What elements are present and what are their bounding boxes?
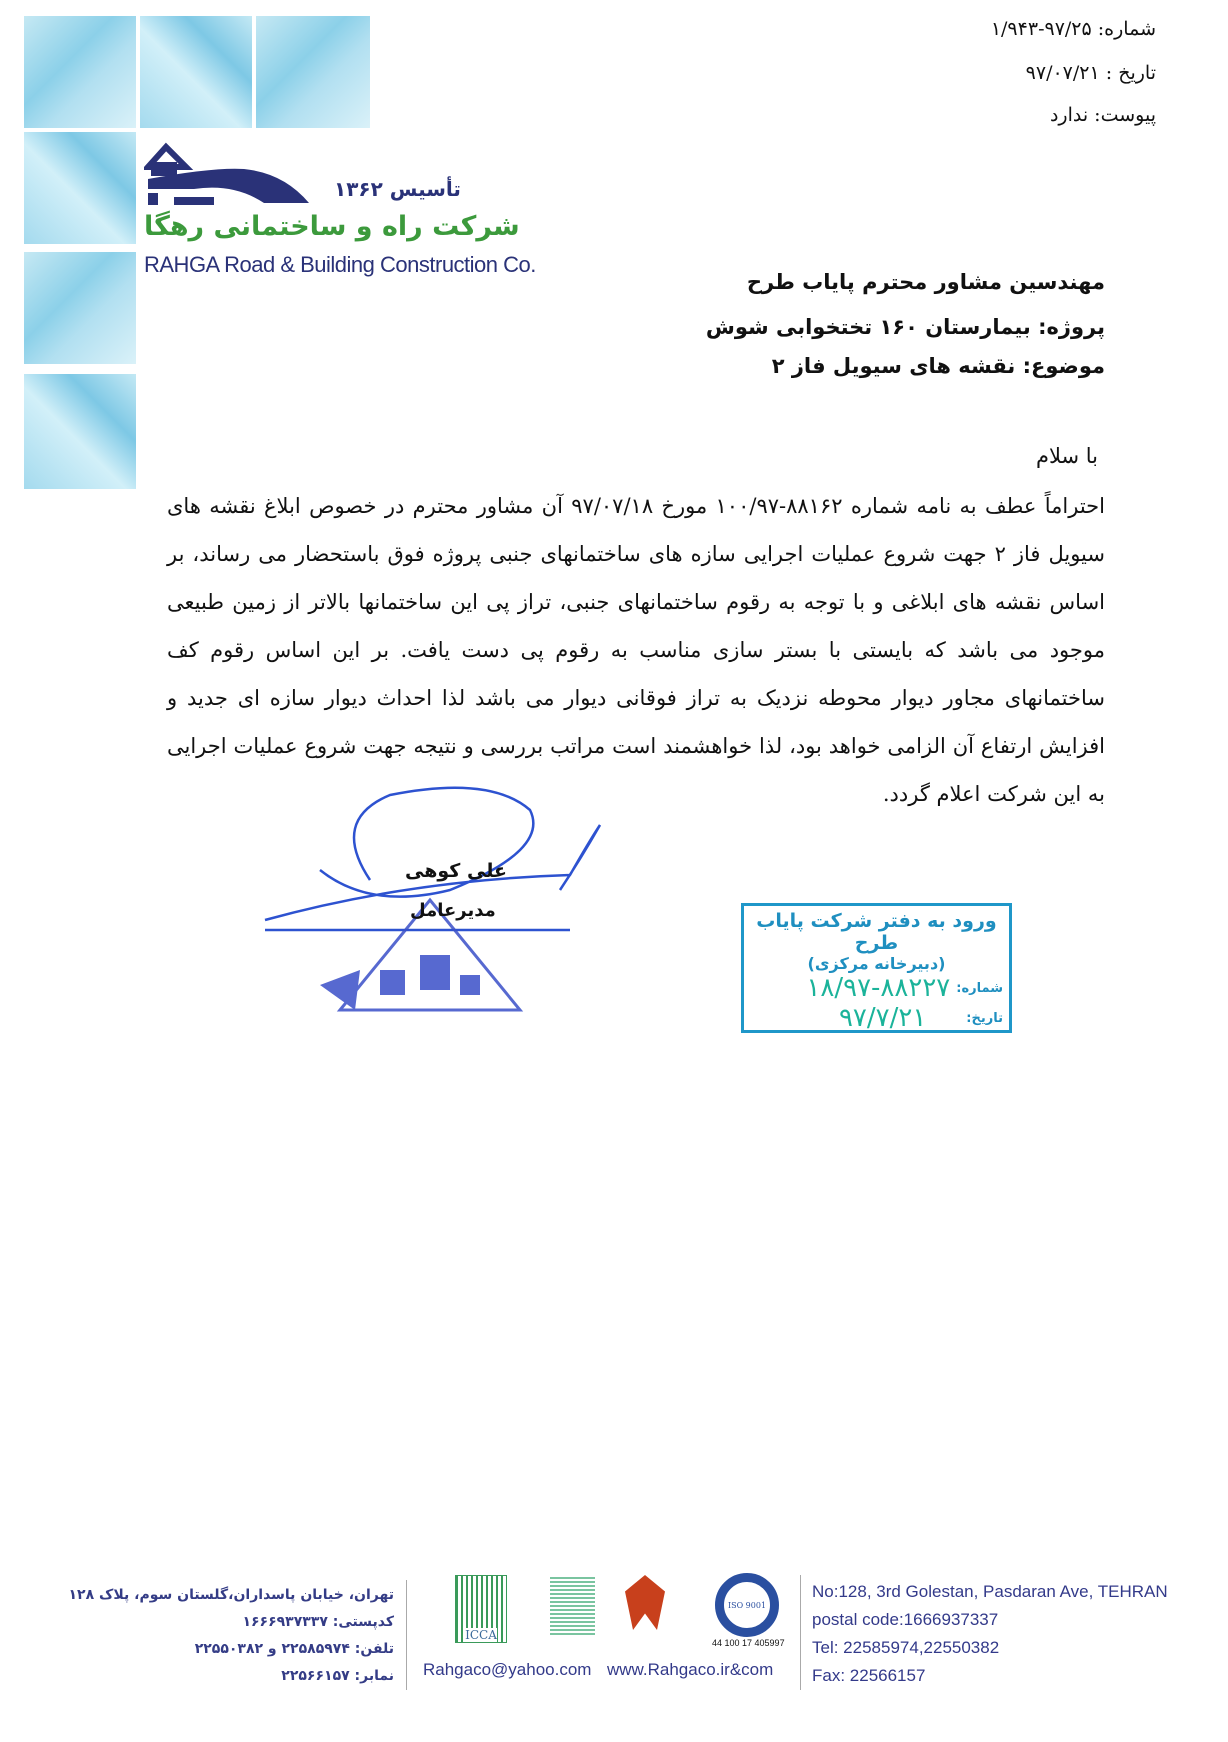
stamp-number: ۱۸/۹۷-۸۸۲۲۷ bbox=[806, 973, 951, 1003]
receipt-stamp bbox=[741, 903, 1012, 1033]
footer-en-postal: postal code:1666937337 bbox=[812, 1610, 999, 1629]
company-name-fa: شرکت راه و ساختمانی رهگا bbox=[144, 211, 520, 242]
footer-en-tel: Tel: 22585974,22550382 bbox=[812, 1638, 1000, 1657]
founded-year: تأسیس ۱۳۶۲ bbox=[334, 177, 461, 201]
footer-address-en bbox=[812, 1578, 1168, 1690]
addressee: مهندسین مشاور محترم پایاب طرح bbox=[746, 270, 1105, 294]
iso-text: ISO 9001 bbox=[727, 1600, 767, 1610]
letter-body: احتراماً عطف به نامه شماره ۸۸۱۶۲-۱۰۰/۹۷ مورخ ۹۷/۰۷/۱۸ آن مشاور محترم در خصوص ابلاغ نقشه های سیویل فاز ۲ جهت شروع عملیات اجرایی سازه های ساختمانهای جنبی پروژه فوق باستحضار می رساند، بر اساس نقشه های ابلاغی و با توجه به رقوم ساختمانهای جنبی، تراز پی این ساختمانها بالاتر از زمین طبیعی موجود می باشد که بایستی با بستر سازی مناسب به رقوم پی دست یافت. بر این اساس رقوم کف ساختمانهای مجاور دیوار محوطه نزدیک به تراز فوقانی دیوار می باشد لذا احداث دیوار سازه ای جدید و افزایش ارتفاع آن الزامی خواهد بود، لذا خواهشمند است مراتب بررسی و نتیجه جهت شروع عملیات اجرایی به این شرکت اعلام گردد. bbox=[167, 494, 1105, 806]
footer-fa-fax: نمابر: ۲۲۵۶۶۱۵۷ bbox=[281, 1668, 394, 1684]
number-value: ۹۷/۲۵-۱/۹۴۳ bbox=[990, 18, 1092, 40]
letter-date bbox=[1026, 62, 1156, 84]
footer-fa-address: تهران، خیابان پاسداران،گلستان سوم، پلاک ۱۲۸ bbox=[68, 1587, 394, 1603]
company-logo bbox=[144, 139, 564, 279]
icca-text: ICCA bbox=[465, 1628, 497, 1642]
project-line: پروژه: بیمارستان ۱۶۰ تختخوابی شوش bbox=[705, 315, 1105, 339]
letter-attachment bbox=[1050, 104, 1156, 126]
footer-website[interactable]: www.Rahgaco.ir&com bbox=[607, 1660, 774, 1679]
number-label: شماره: bbox=[1097, 18, 1156, 40]
footer-address-fa bbox=[69, 1582, 394, 1690]
iso-logo bbox=[715, 1573, 779, 1637]
stamp-title: ورود به دفتر شرکت پایاب طرح bbox=[756, 910, 997, 954]
footer-en-address: No:128, 3rd Golestan, Pasdaran Ave, TEHRAN bbox=[812, 1582, 1168, 1601]
footer-email[interactable]: Rahgaco@yahoo.com bbox=[423, 1660, 592, 1679]
association-logo bbox=[550, 1575, 595, 1635]
date-value: ۹۷/۰۷/۲۱ bbox=[1025, 62, 1100, 84]
attachment-label: پیوست: bbox=[1094, 104, 1156, 126]
stamp-date-label: تاریخ: bbox=[966, 1010, 1003, 1026]
stamp-subtitle: (دبیرخانه مرکزی) bbox=[807, 954, 946, 973]
attachment-value: ندارد bbox=[1049, 104, 1089, 126]
greeting: با سلام bbox=[1035, 444, 1098, 468]
stamp-number-label: شماره: bbox=[956, 980, 1003, 996]
stamp-date: ۹۷/۷/۲۱ bbox=[838, 1003, 927, 1033]
company-name-en: RAHGA Road & Building Construction Co. bbox=[144, 252, 536, 277]
footer-en-fax: Fax: 22566157 bbox=[812, 1666, 926, 1685]
cert-number: 44 100 17 405997 bbox=[712, 1638, 785, 1648]
footer-fa-postal: کدپستی: ۱۶۶۶۹۳۷۳۳۷ bbox=[242, 1614, 394, 1630]
icca-logo bbox=[455, 1575, 507, 1643]
subject-line: موضوع: نقشه های سیویل فاز ۲ bbox=[771, 354, 1105, 378]
footer-fa-tel: تلفن: ۲۲۵۸۵۹۷۴ و ۲۲۵۵۰۳۸۲ bbox=[194, 1641, 394, 1657]
signer-title: مدیرعامل bbox=[410, 900, 496, 921]
syndicate-logo bbox=[625, 1575, 665, 1630]
date-label: تاریخ : bbox=[1105, 62, 1156, 84]
letter-number bbox=[991, 18, 1156, 40]
signer-name: علی کوهی bbox=[405, 860, 507, 882]
